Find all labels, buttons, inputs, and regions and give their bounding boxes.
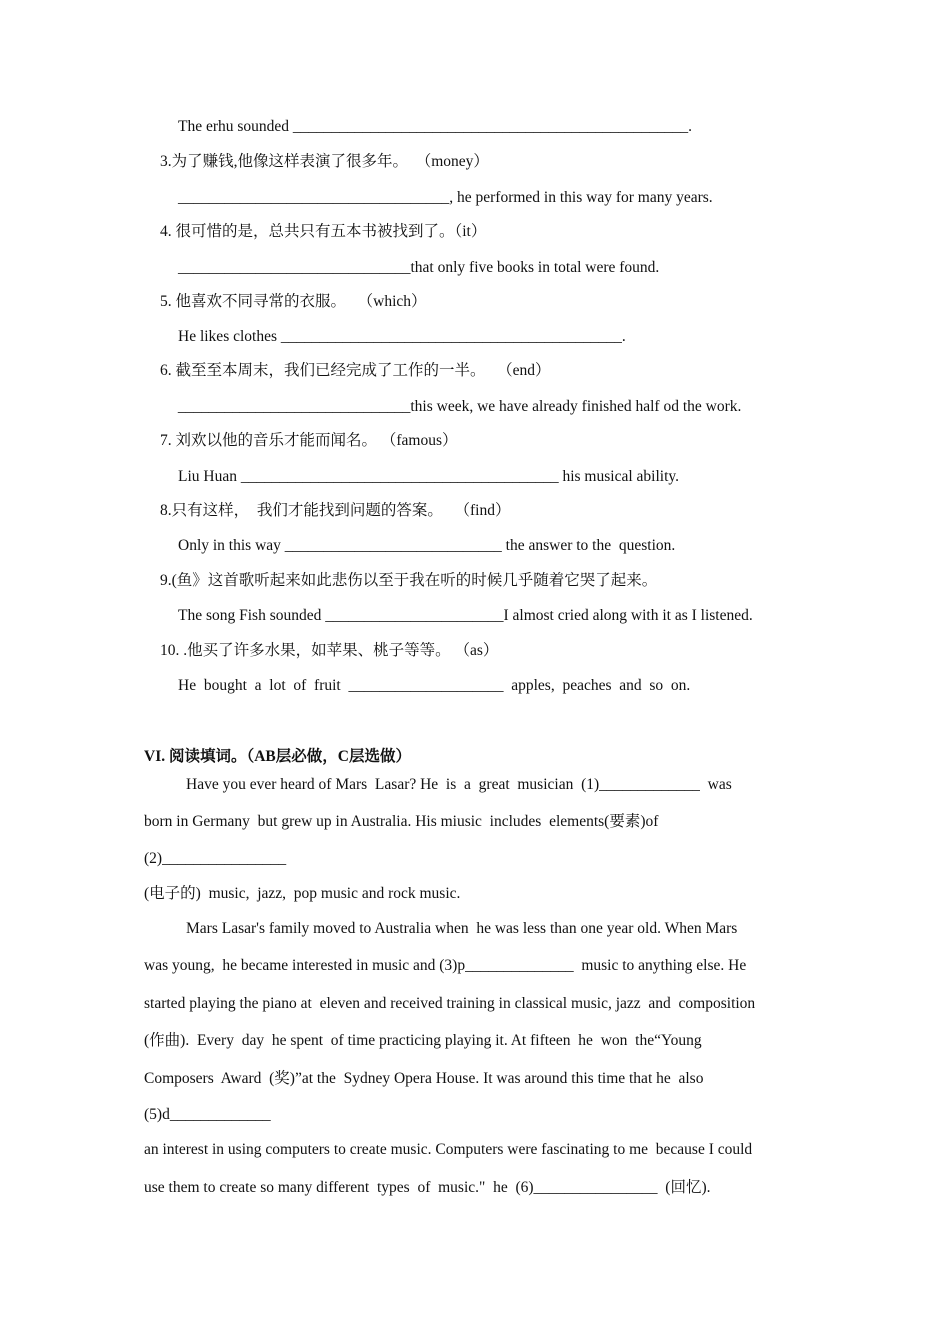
sentence-10-answer: He bought a lot of fruit ____________________ apples, peaches and so on. <box>178 677 691 694</box>
question-5: 5. 他喜欢不同寻常的衣服。 （which） <box>160 293 427 310</box>
sentence-8-answer: Only in this way ____________________________ the answer to the question. <box>178 537 676 554</box>
passage-line: an interest in using computers to create music. Computers were fascinating to me because I could <box>144 1141 753 1158</box>
passage-line: (作曲). Every day he spent of time practicing playing it. At fifteen he won the“Young <box>144 1032 702 1049</box>
question-8: 8.只有这样， 我们才能找到问题的答案。 （find） <box>160 502 511 519</box>
sentence-6-answer: ______________________________this week, we have already finished half od the work. <box>174 398 742 415</box>
passage-line: Composers Award (奖)”at the Sydney Opera House. It was around this time that he also <box>144 1070 704 1087</box>
section-heading: VI. 阅读填词。（AB层必做，C层选做） <box>144 748 411 765</box>
passage-line: (5)d_____________ <box>144 1106 271 1123</box>
sentence-5-answer: He likes clothes ____________________________________________. <box>178 328 626 345</box>
sentence-4-answer: ______________________________that only five books in total were found. <box>178 259 660 276</box>
question-9: 9.(鱼》这首歌听起来如此悲伤以至于我在听的时候几乎随着它哭了起来。 <box>160 572 658 589</box>
passage-line: use them to create so many different types of music." he (6)________________ (回忆). <box>144 1179 711 1196</box>
question-3: 3.为了赚钱,他像这样表演了很多年。 （money） <box>160 153 489 170</box>
question-7: 7. 刘欢以他的音乐才能而闻名。 （famous） <box>160 432 458 449</box>
sentence-7-answer: Liu Huan _________________________________________ his musical ability. <box>178 468 679 485</box>
passage-line: was young, he became interested in music and (3)p______________ music to anything else. He <box>144 957 747 974</box>
sentence-3-answer: ___________________________________, he performed in this way for many years. <box>178 189 713 206</box>
passage-line: (2)________________ <box>144 850 287 867</box>
passage-line: (电子的) music, jazz, pop music and rock music. <box>144 885 461 902</box>
passage-line: Have you ever heard of Mars Lasar? He is a great musician (1)_____________ was <box>186 776 732 793</box>
question-4: 4. 很可惜的是，总共只有五本书被找到了。（it） <box>160 223 487 240</box>
sentence-9-answer: The song Fish sounded _______________________I almost cried along with it as I listened. <box>178 607 753 624</box>
sentence-2-answer: The erhu sounded ___________________________________________________. <box>178 118 693 135</box>
question-10: 10. .他买了许多水果，如苹果、桃子等等。 （as） <box>160 642 499 659</box>
passage-line: started playing the piano at eleven and received training in classical music, jazz and composition <box>144 995 756 1012</box>
question-6: 6. 截至至本周末，我们已经完成了工作的一半。 （end） <box>160 362 551 379</box>
passage-line: Mars Lasar's family moved to Australia when he was less than one year old. When Mars <box>186 920 738 937</box>
passage-line: born in Germany but grew up in Australia. His miusic includes elements(要素)of <box>144 813 659 830</box>
